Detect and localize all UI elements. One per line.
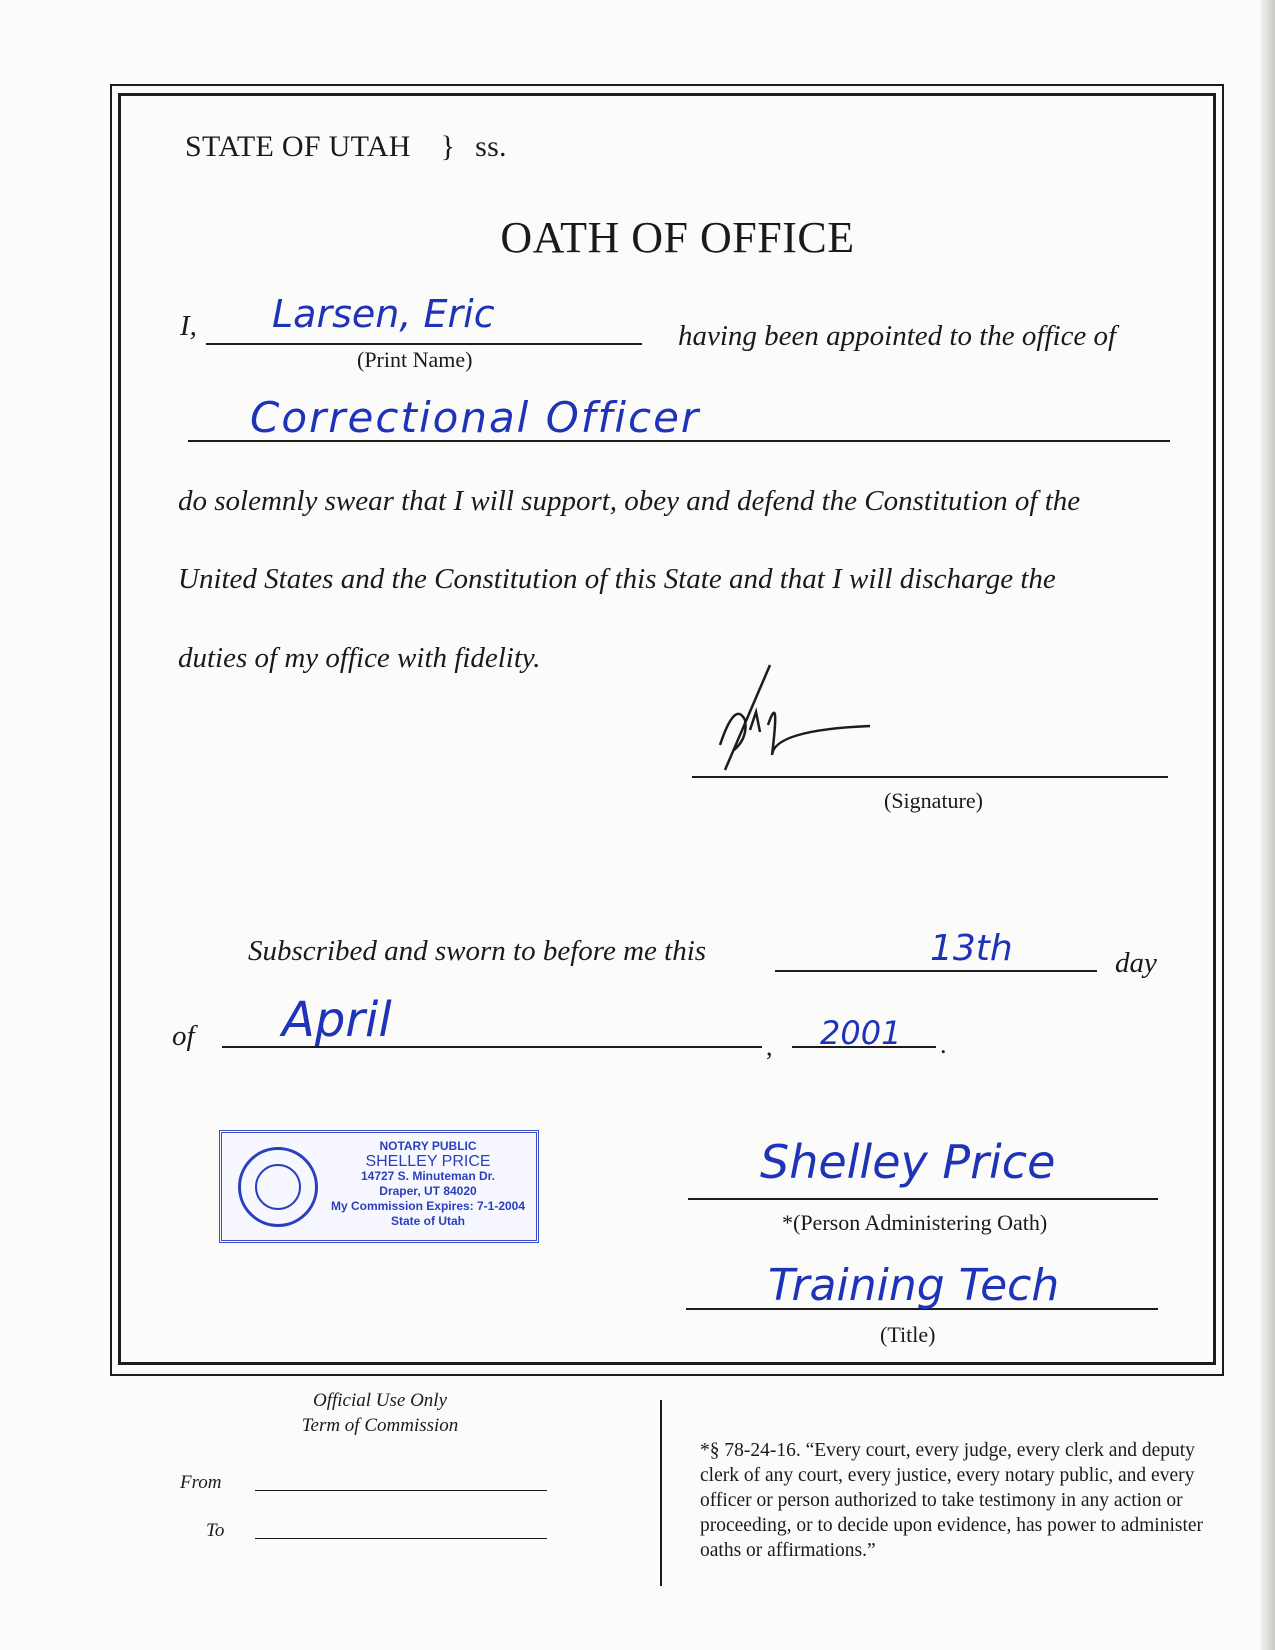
footer-divider	[660, 1400, 662, 1586]
document-title: OATH OF OFFICE	[500, 213, 855, 262]
date-period: .	[940, 1030, 947, 1059]
title-caption: (Title)	[880, 1322, 936, 1347]
title-value: Training Tech	[768, 1260, 1060, 1311]
day-label: day	[1115, 947, 1157, 979]
signature-caption: (Signature)	[884, 788, 983, 813]
year-value: 2001	[820, 1014, 902, 1052]
notary-line-4: Draper, UT 84020	[379, 1184, 477, 1198]
of-label: of	[172, 1020, 195, 1052]
administrator-signature: Shelley Price	[760, 1135, 1056, 1189]
office-value: Correctional Officer	[250, 393, 701, 442]
notary-name: SHELLEY PRICE	[365, 1153, 491, 1170]
state-name: STATE OF UTAH	[185, 130, 411, 163]
name-line	[206, 343, 642, 345]
notary-stamp	[219, 1130, 539, 1243]
state-header	[185, 130, 507, 164]
oath-line-3: duties of my office with fidelity.	[178, 642, 541, 674]
notary-text-block	[322, 1139, 534, 1229]
notary-line-5: My Commission Expires: 7-1-2004	[330, 1199, 526, 1213]
administrator-caption: *(Person Administering Oath)	[782, 1210, 1048, 1235]
day-line	[775, 970, 1097, 972]
term-label: Term of Commission	[301, 1415, 459, 1436]
notary-line-1: NOTARY PUBLIC	[379, 1139, 477, 1153]
from-label: From	[180, 1472, 222, 1493]
appointment-prefix: I,	[180, 310, 197, 342]
oath-line-2: United States and the Constitution of this State and that I will discharge the	[178, 563, 1056, 595]
state-brace: }	[440, 130, 456, 163]
state-seal	[238, 1147, 318, 1227]
subscribed-text: Subscribed and sworn to before me this	[248, 935, 707, 967]
date-comma: ,	[766, 1032, 773, 1061]
name-value: Larsen, Eric	[272, 292, 495, 336]
administrator-line	[688, 1198, 1158, 1200]
signature-line	[692, 776, 1168, 778]
officer-signature-text	[735, 712, 786, 736]
appointment-suffix: having been appointed to the office of	[678, 320, 1117, 352]
notary-line-6: State of Utah	[390, 1214, 465, 1228]
statute-note: *§ 78-24-16. “Every court, every judge, every clerk and deputy clerk of any court, every justice, every notary public, and every officer or person authorized to take testimony in any action or proceeding, or to decide upon evidence, has power to administer oaths or affirmations.”	[700, 1440, 1204, 1561]
day-value: 13th	[930, 928, 1013, 969]
state-ss: ss.	[475, 130, 507, 163]
oath-line-1: do solemnly swear that I will support, obey and defend the Constitution of the	[178, 485, 1081, 517]
to-line	[255, 1538, 547, 1539]
notary-line-3: 14727 S. Minuteman Dr.	[360, 1169, 496, 1183]
official-use-label: Official Use Only	[312, 1390, 448, 1411]
name-caption: (Print Name)	[357, 347, 473, 372]
seal-center	[255, 1164, 301, 1210]
from-line	[255, 1490, 547, 1491]
month-value: April	[282, 992, 392, 1048]
officer-signature-mark	[690, 660, 890, 780]
to-label: To	[206, 1520, 225, 1541]
